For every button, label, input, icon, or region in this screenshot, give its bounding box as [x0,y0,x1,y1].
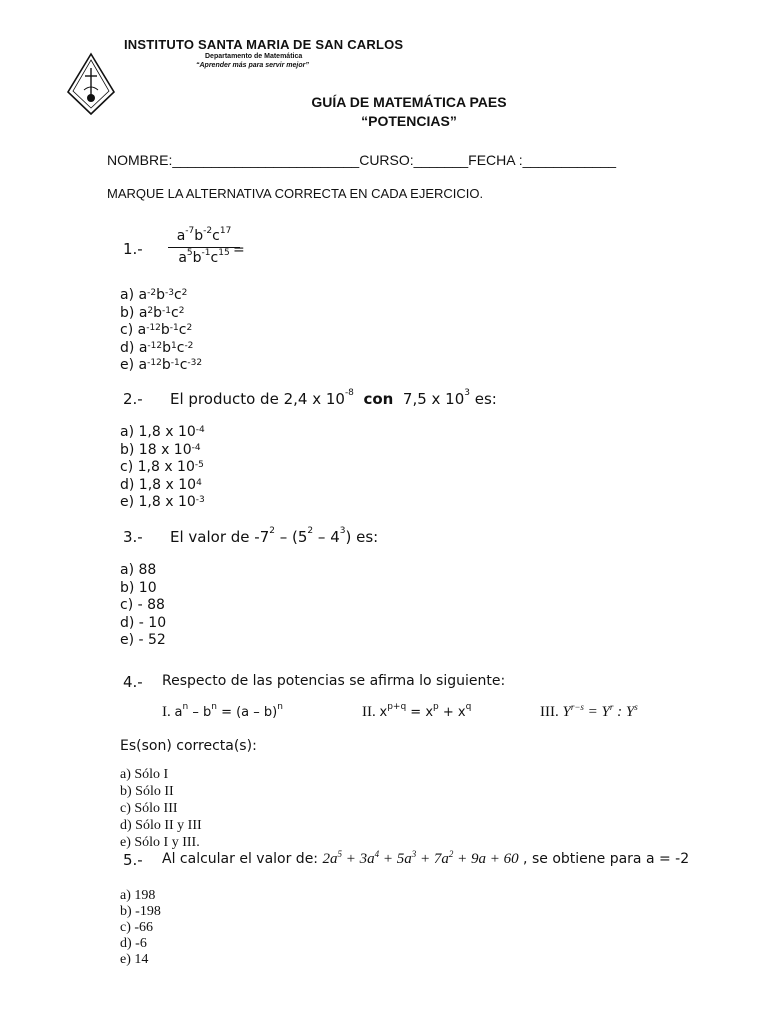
question-2-number: 2.- [123,390,143,408]
institution-name: INSTITUTO SANTA MARIA DE SAN CARLOS [124,37,404,52]
option-a[interactable]: a) 88 [120,562,157,578]
option-b[interactable]: b) 10 [120,579,157,596]
option-d[interactable]: d) Sólo II y III [120,818,202,833]
option-a[interactable]: a) 198 [120,888,156,903]
statement-III: III. $Y^{r-s} = Y^r$ : $Y^s$ [540,702,638,720]
guide-subtitle: “POTENCIAS” [361,113,457,129]
option-d[interactable]: d) $a^{-12}b^1c^{-2}$ [120,339,194,356]
question-3-options [120,562,166,650]
question-3-number: 3.- [123,528,143,546]
question-4-number: 4.- [123,673,143,691]
statement-I: I. $a^n - b^n = (a - b)^n$ [162,702,283,720]
option-c[interactable]: c) $a^{-12}b^{-1}c^2$ [120,322,193,338]
option-d[interactable]: d) - 10 [120,614,167,631]
question-5-number: 5.- [123,851,143,869]
option-d[interactable]: d) -6 [120,936,147,951]
option-e[interactable]: e) Sólo I y III. [120,835,200,850]
statement-II: II. $x^{p+q} = x^p + x^q$ [362,702,472,720]
polynomial-expression: $2a^5 + 3a^4 + 5a^3 + 7a^2 + 9a + 60$ [322,849,519,867]
question-1-options [120,287,202,375]
question-4-statement: Respecto de las potencias se afirma lo siguiente: [162,673,506,689]
department-name: Departamento de Matemática [205,53,303,60]
option-e[interactable]: e) $a^{-12}b^{-1}c^{-32}$ [120,357,203,373]
student-info-line: NOMBRE:________________________CURSO:_______FECHA :____________ [107,152,617,168]
question-4-prompt: Es(son) correcta(s): [120,738,257,754]
option-b[interactable]: b) $a^2b^{-1}c^2$ [120,304,185,321]
option-b[interactable]: b) -198 [120,904,161,919]
option-e[interactable]: e) 1,8 x $10^{-3}$ [120,494,205,510]
option-e[interactable]: e) - 52 [120,632,166,648]
equals-sign: = [233,242,245,258]
question-5-statement: Al calcular el valor de: $2a^5 + 3a^4 + 5a^3 + 7a^2 + 9a + 60$ , se obtiene para a = -2 [162,849,690,867]
question-2-options [120,424,205,512]
option-e[interactable]: e) 14 [120,952,149,967]
fraction-numerator: $a^{-7}b^{-2}c^{17}$ [176,226,232,244]
option-a[interactable]: a) Sólo I [120,767,169,782]
option-b[interactable]: b) Sólo II [120,784,174,799]
question-5-options [120,888,161,968]
fraction-denominator: $a^5b^{-1}c^{15}$ [178,248,230,266]
question-4-options [120,766,202,851]
option-c[interactable]: c) Sólo III [120,801,178,816]
option-a[interactable]: a) $a^{-2}b^{-3}c^2$ [120,287,188,303]
option-c[interactable]: c) - 88 [120,597,165,613]
instructions: MARQUE LA ALTERNATIVA CORRECTA EN CADA EJERCICIO. [107,186,484,201]
option-c[interactable]: c) 1,8 x $10^{-5}$ [120,459,204,475]
school-motto: “Aprender más para servir mejor” [196,62,309,69]
option-a[interactable]: a) 1,8 x $10^{-4}$ [120,424,205,440]
question-3-statement: El valor de $-7^2 - (5^2 - 4^3)$ es: [170,526,379,546]
question-2-statement: El producto de 2,4 x $10^{-8}$ con 7,5 x $10^3$ es: [170,388,497,408]
option-b[interactable]: b) 18 x $10^{-4}$ [120,441,201,458]
option-c[interactable]: c) -66 [120,920,154,935]
question-1-fraction [168,228,240,266]
guide-title: GUÍA DE MATEMÁTICA PAES [311,94,507,110]
option-d[interactable]: d) 1,8 x $10^4$ [120,476,202,493]
question-1-number: 1.- [123,240,143,258]
